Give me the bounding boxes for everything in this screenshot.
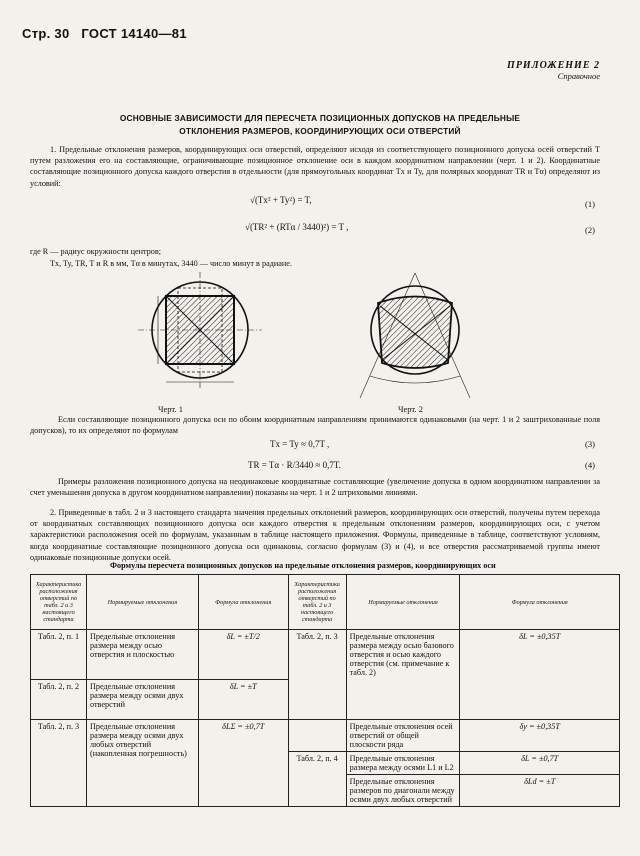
equation-1-number: (1)	[585, 199, 595, 209]
left-ref-3: Табл. 2, п. 3	[31, 720, 87, 807]
left-ref-2: Табл. 2, п. 2	[31, 680, 87, 720]
paragraph-1: 1. Предельные отклонения размеров, координирующих оси отверстий, определяют исходя из соответствующего позиционного допуска осей отверстий T путем разложения его на составляющие, ограничивающие позиционное отклонение оси в каждом координатном направлении (черт. 1 и 2). Координатные составляющие позиционного допуска каждого отверстия в отдельности (для прямоугольных координат Tx и Ty, для полярных координат TR и Tα) определяют из условий:	[30, 145, 600, 188]
left-ref-1: Табл. 2, п. 1	[31, 630, 87, 680]
right-formula-3: δL = ±0,7T	[460, 752, 620, 775]
left-dev-1: Предельные отклонения размера между осью отверстия и плоскостью	[86, 630, 198, 680]
left-dev-2: Предельные отклонения размера между осями двух отверстий	[86, 680, 198, 720]
paragraph-3: Примеры разложения позиционного допуска на неодинаковые координатные составляющие (увеличение допуска в одном координатном направлении за счет уменьшения допуска в другом координатном направлении) показаны на черт. 1 и 2 штриховыми линиями.	[30, 477, 600, 498]
paragraph-2: Если составляющие позиционного допуска оси по обоим координатным направлениям принимаются одинаковыми (на черт. 1 и 2 заштрихованные поля допусков), то их определяют по формулам	[30, 415, 600, 436]
table-row	[31, 630, 620, 680]
equation-2: √(TR² + (RTα / 3440)²) = T ,	[245, 222, 349, 232]
header-formula-right: Формула отклонения	[460, 575, 620, 630]
formula-table	[30, 574, 620, 807]
appendix-subtitle: Справочное	[557, 71, 600, 81]
page-title	[60, 112, 580, 138]
table-caption: Формулы пересчета позиционных допусков на предельные отклонения размеров, координирующих оси	[110, 561, 496, 570]
standard-code: ГОСТ 14140—81	[81, 26, 187, 41]
right-formula-2: δy = ±0,35T	[460, 720, 620, 752]
header-char-right: Характеристика расположения отверстий по табл. 2 и 3 настоящего стандарта	[288, 575, 346, 630]
equation-3-number: (3)	[585, 439, 595, 449]
equation-3: Tx = Ty ≈ 0,7T ,	[270, 439, 330, 449]
right-dev-4: Предельные отклонения размеров по диагонали между осями двух любых отверстий	[346, 775, 460, 807]
equation-2-number: (2)	[585, 225, 595, 235]
header-formula-left: Формула отклонения	[198, 575, 288, 630]
right-dev-3: Предельные отклонения размера между осями L1 и L2	[346, 752, 460, 775]
where-line-2: Tx, Ty, TR, T и R в мм, Tα в минутах, 3440 — число минут в радиане.	[50, 259, 292, 268]
appendix-block	[507, 60, 600, 81]
figure-2-caption: Черт. 2	[398, 404, 424, 414]
title-line-2: ОТКЛОНЕНИЯ РАЗМЕРОВ, КООРДИНИРУЮЩИХ ОСИ ОТВЕРСТИЙ	[179, 126, 461, 136]
right-dev-2: Предельные отклонения осей отверстий от общей плоскости ряда	[346, 720, 460, 752]
equation-4-number: (4)	[585, 460, 595, 470]
left-formula-2: δL = ±T	[198, 680, 288, 720]
equation-4: TR = Tα · R/3440 ≈ 0,7T.	[248, 460, 341, 470]
left-formula-1: δL = ±T/2	[198, 630, 288, 680]
page-number: Стр. 30	[22, 26, 70, 41]
right-ref-3: Табл. 2, п. 4	[288, 752, 346, 807]
equation-1: √(Tx² + Ty²) = T,	[250, 195, 312, 205]
figure-1-drawing	[130, 270, 270, 400]
table-row	[31, 720, 620, 752]
header-dev-left: Нормируемые отклонения	[86, 575, 198, 630]
header-dev-right: Нормируемые отклонения	[346, 575, 460, 630]
paragraph-4: 2. Приведенные в табл. 2 и 3 настоящего стандарта значения предельных отклонений размеров, координирующих оси отверстий, получены путем перехода от координатных составляющих позиционного допуска оси каждого отверстия к предельным отклонениям размеров, координирующих оси, с учетом характеристики расположения осей по формулам, указанным в таблице настоящего приложения. Формулы, приведенные в таблице, соответствуют условиям, когда координатные составляющие позиционного допуска оси одинаковы, согласно формулам (3) и (4), и все отверстия рассматриваемой группы имеют одинаковые позиционные допуски осей.	[30, 508, 600, 562]
right-ref-2	[288, 720, 346, 752]
left-formula-3: δLΣ = ±0,7T	[198, 720, 288, 807]
right-formula-1: δL = ±0,35T	[460, 630, 620, 720]
right-dev-1: Предельные отклонения размера между осью базового отверстия и осью каждого отверстия (см. примечание к табл. 2)	[346, 630, 460, 720]
title-line-1: ОСНОВНЫЕ ЗАВИСИМОСТИ ДЛЯ ПЕРЕСЧЕТА ПОЗИЦИОННЫХ ДОПУСКОВ НА ПРЕДЕЛЬНЫЕ	[119, 113, 521, 123]
header-char-left: Характеристика расположения отверстий по табл. 2 и 3 настоящего стандарта	[31, 575, 87, 630]
left-dev-3: Предельные отклонения размера между осями двух любых отверстий (накопленная погрешность)	[86, 720, 198, 807]
page-header	[22, 26, 187, 41]
figure-2-drawing	[340, 268, 490, 403]
where-line-1: где R — радиус окружности центров;	[30, 247, 162, 256]
right-ref-1: Табл. 2, п. 3	[288, 630, 346, 720]
table-header-row	[31, 575, 620, 630]
figure-1-caption: Черт. 1	[158, 404, 184, 414]
right-formula-4: δLd = ±T	[460, 775, 620, 807]
appendix-title: ПРИЛОЖЕНИЕ 2	[507, 60, 600, 71]
